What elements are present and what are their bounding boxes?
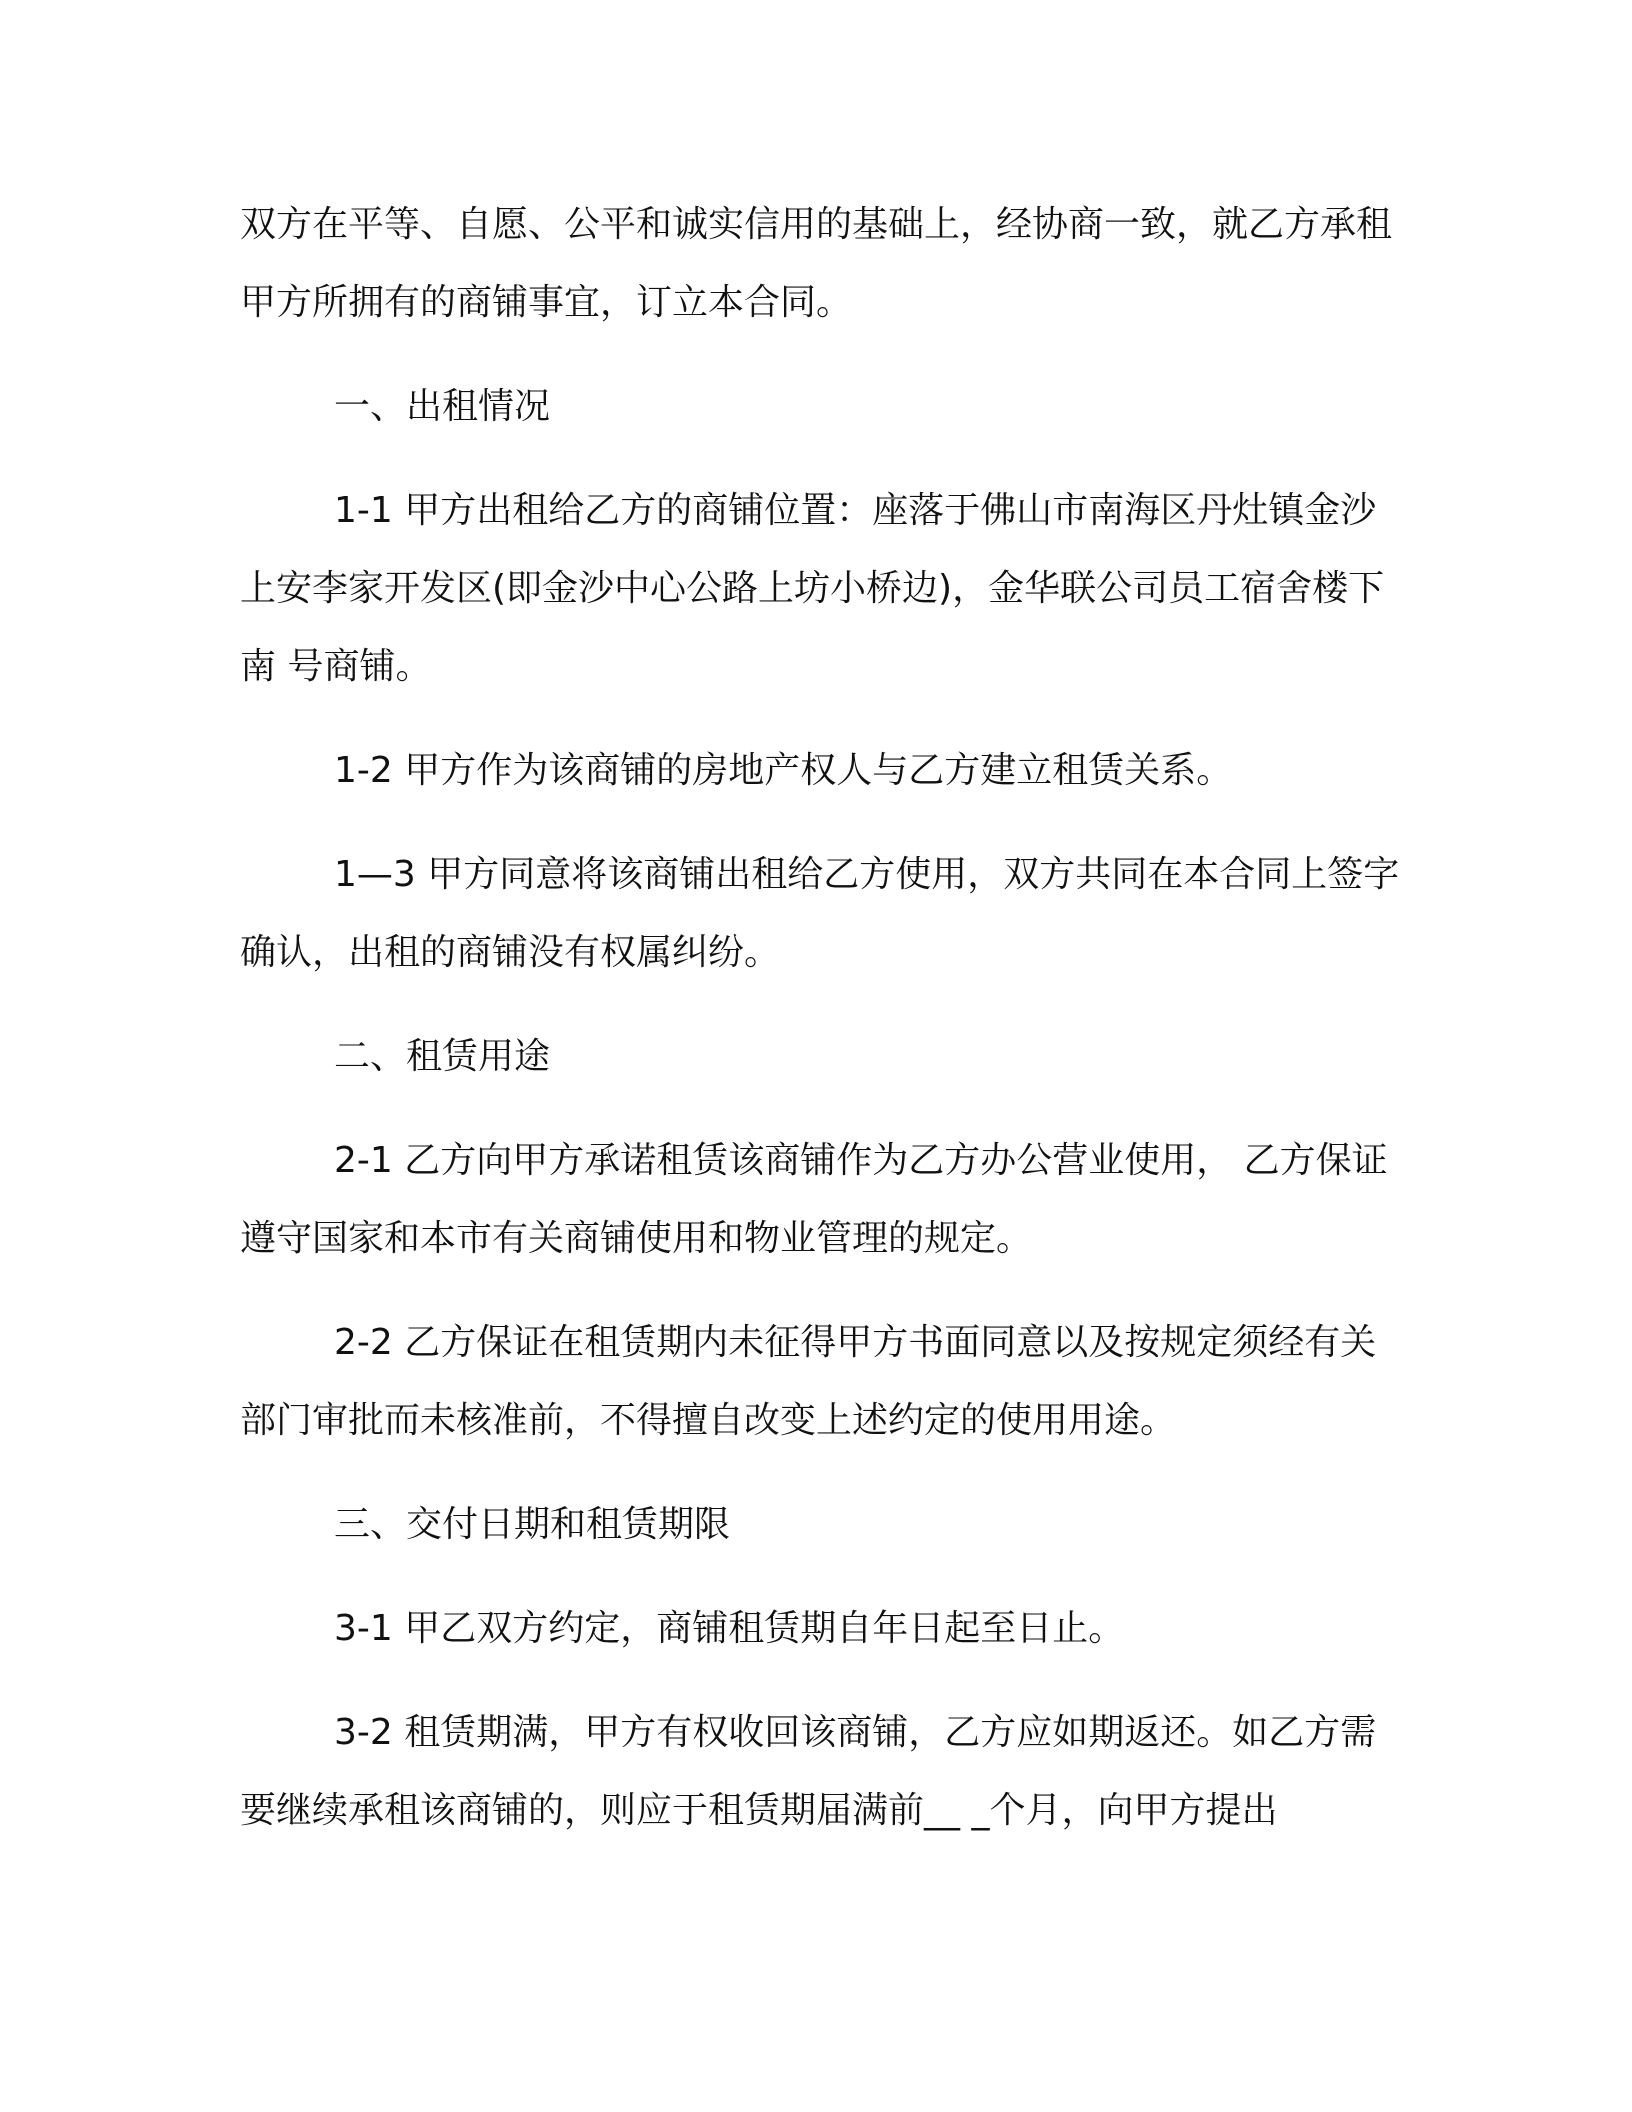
document-page xyxy=(240,186,1400,1850)
clause-1-2: 1-2 甲方作为该商铺的房地产权人与乙方建立租赁关系。 xyxy=(334,750,1233,791)
section-heading-3: 三、交付日期和租赁期限 xyxy=(334,1504,731,1545)
clause-3-2: 3-2 租赁期满，甲方有权收回该商铺，乙方应如期返还。如乙方需要继续承租该商铺的，则应于租赁期届满前__ _个月，向甲方提出 xyxy=(240,1712,1377,1831)
clause-1-1: 1-1 甲方出租给乙方的商铺位置：座落于佛山市南海区丹灶镇金沙上安李家开发区(即金沙中心公路上坊小桥边)，金华联公司员工宿舍楼下南 号商铺。 xyxy=(240,490,1385,687)
clause-3-1: 3-1 甲乙双方约定，商铺租赁期自年日起至日止。 xyxy=(334,1608,1125,1649)
clause-1-3: 1—3 甲方同意将该商铺出租给乙方使用，双方共同在本合同上签字确认，出租的商铺没有权属纠纷。 xyxy=(240,854,1400,973)
section-heading-2: 二、租赁用途 xyxy=(334,1036,551,1077)
clause-2-1: 2-1 乙方向甲方承诺租赁该商铺作为乙方办公营业使用， 乙方保证遵守国家和本市有关商铺使用和物业管理的规定。 xyxy=(240,1140,1388,1259)
clause-2-2: 2-2 乙方保证在租赁期内未征得甲方书面同意以及按规定须经有关部门审批而未核准前，不得擅自改变上述约定的使用用途。 xyxy=(240,1322,1377,1441)
section-heading-1: 一、出租情况 xyxy=(334,386,551,427)
intro-paragraph: 双方在平等、自愿、公平和诚实信用的基础上，经协商一致，就乙方承租甲方所拥有的商铺事宜，订立本合同。 xyxy=(240,204,1393,323)
